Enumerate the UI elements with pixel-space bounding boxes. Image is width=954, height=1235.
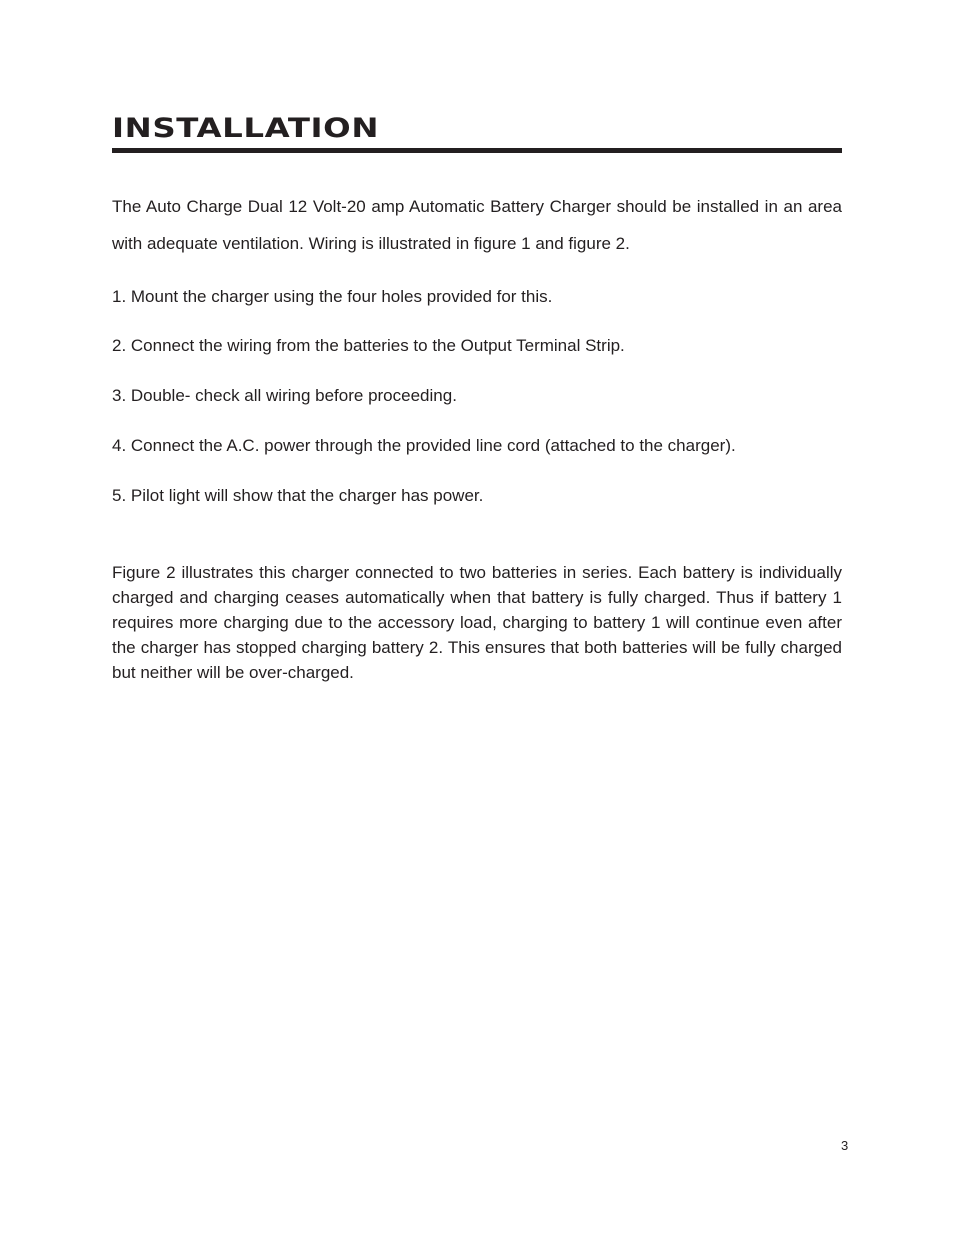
page-number: 3 <box>841 1138 849 1153</box>
step-4: 4. Connect the A.C. power through the provided line cord (attached to the charger). <box>112 436 736 455</box>
section-heading: INSTALLATION <box>112 113 380 144</box>
step-5: 5. Pilot light will show that the charger has power. <box>112 486 484 505</box>
intro-paragraph: The Auto Charge Dual 12 Volt-20 amp Automatic Battery Charger should be installed in an area with adequate ventilation. Wiring is illustrated in figure 1 and figure 2. <box>112 197 842 253</box>
figure-description-paragraph: Figure 2 illustrates this charger connected to two batteries in series. Each battery is individually charged and charging ceases automatically when that battery is fully charged. Thus if battery 1 requires more charging due to the accessory load, charging to battery 1 will continue even after the charger has stopped charging battery 2. This ensures that both batteries will be fully charged but neither will be over-charged. <box>112 563 842 682</box>
step-3: 3. Double- check all wiring before proceeding. <box>112 386 457 405</box>
step-1: 1. Mount the charger using the four holes provided for this. <box>112 287 553 306</box>
step-2: 2. Connect the wiring from the batteries to the Output Terminal Strip. <box>112 336 625 355</box>
heading-rule <box>112 148 842 153</box>
